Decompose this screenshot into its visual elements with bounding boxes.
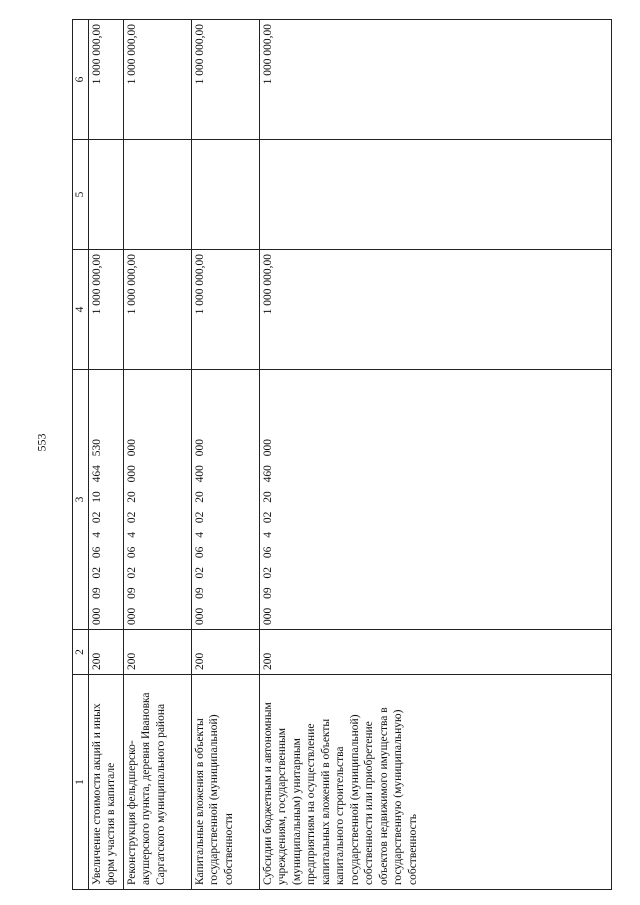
row-amount-col4: 1 000 000,00 bbox=[88, 250, 123, 370]
row-amount-col4: 1 000 000,00 bbox=[259, 250, 612, 370]
row-admin-code: 200 bbox=[191, 630, 259, 675]
row-name: Субсидии бюджетным и автономным учреждениям, государственным (муниципальным) унитарным предприятиям на осуществление капитальных вложений в объекты капитального строительства государственной (муниципальной) собственности или приобретение объектов недвижимого имущества в государственную (муниципальную) собственность bbox=[259, 675, 612, 890]
row-admin-code: 200 bbox=[259, 630, 612, 675]
column-header-6: 6 bbox=[73, 20, 89, 140]
column-header-2: 2 bbox=[73, 630, 89, 675]
row-classification-code: 000 09 02 06 4 02 20 400 000 bbox=[191, 370, 259, 630]
row-classification-code: 000 09 02 06 4 02 20 000 000 bbox=[123, 370, 191, 630]
row-classification-code: 000 09 02 06 4 02 20 460 000 bbox=[259, 370, 612, 630]
row-classification-code: 000 09 02 06 4 02 10 464 530 bbox=[88, 370, 123, 630]
page-number: 553 bbox=[34, 433, 49, 452]
row-amount-col4: 1 000 000,00 bbox=[123, 250, 191, 370]
row-name: Реконструкция фельдшерско-акушерского пункта, деревня Ивановка Саргатского муниципального района bbox=[123, 675, 191, 890]
row-amount-col6: 1 000 000,00 bbox=[123, 20, 191, 140]
column-header-5: 5 bbox=[73, 140, 89, 250]
row-amount-col5 bbox=[191, 140, 259, 250]
column-header-4: 4 bbox=[73, 250, 89, 370]
row-amount-col5 bbox=[259, 140, 612, 250]
row-admin-code: 200 bbox=[88, 630, 123, 675]
budget-table bbox=[72, 19, 612, 890]
table-row bbox=[88, 20, 123, 890]
table-row bbox=[191, 20, 259, 890]
table-row bbox=[259, 20, 612, 890]
row-amount-col5 bbox=[123, 140, 191, 250]
table-row bbox=[123, 20, 191, 890]
row-amount-col6: 1 000 000,00 bbox=[191, 20, 259, 140]
row-amount-col6: 1 000 000,00 bbox=[88, 20, 123, 140]
row-name: Увеличение стоимости акций и иных форм участия в капитале bbox=[88, 675, 123, 890]
row-amount-col6: 1 000 000,00 bbox=[259, 20, 612, 140]
row-amount-col5 bbox=[88, 140, 123, 250]
row-admin-code: 200 bbox=[123, 630, 191, 675]
row-name: Капитальные вложения в объекты государственной (муниципальной) собственности bbox=[191, 675, 259, 890]
column-header-1: 1 bbox=[73, 675, 89, 890]
header-row bbox=[73, 20, 89, 890]
budget-table-container bbox=[72, 20, 612, 890]
row-amount-col4: 1 000 000,00 bbox=[191, 250, 259, 370]
column-header-3: 3 bbox=[73, 370, 89, 630]
